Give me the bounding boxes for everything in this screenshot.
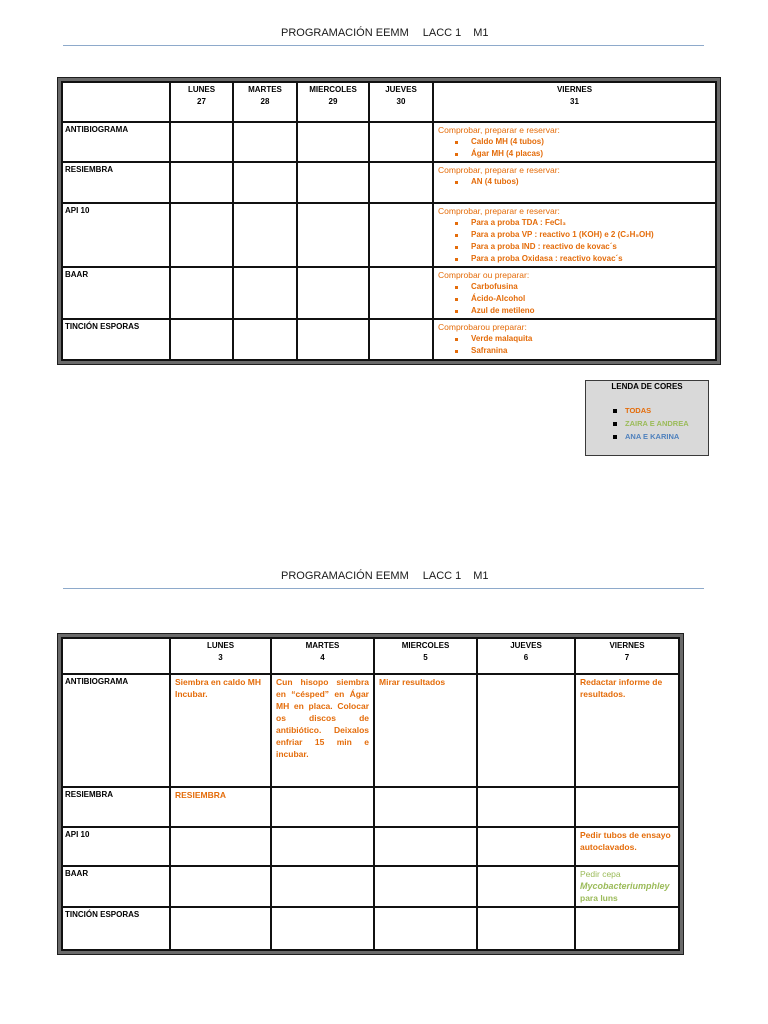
day-name: VIERNES — [609, 641, 645, 650]
empty-cell — [170, 319, 233, 360]
task-item: Ágar MH (4 placas) — [471, 148, 711, 160]
empty-cell — [575, 907, 679, 950]
corner-cell — [62, 638, 170, 674]
empty-cell — [297, 319, 369, 360]
empty-cell — [233, 122, 297, 162]
task-list — [438, 281, 711, 317]
empty-cell — [575, 787, 679, 827]
day-date: 7 — [624, 653, 630, 662]
title-module: M1 — [473, 27, 489, 39]
day-header-miercoles — [374, 638, 477, 674]
day-date: 28 — [260, 97, 270, 106]
species-name: Mycobacteriumphley — [580, 881, 670, 891]
empty-cell — [477, 827, 575, 866]
schedule-table-week-2 — [58, 634, 683, 954]
row-label: ANTIBIOGRAMA — [62, 674, 170, 787]
day-date: 31 — [570, 97, 579, 106]
legend-item-zaira-e-andrea: ZAIRA E ANDREA — [625, 417, 708, 430]
color-legend — [585, 380, 709, 456]
title-rule — [63, 588, 704, 589]
row-label: ANTIBIOGRAMA — [62, 122, 170, 162]
task-item: Para a proba VP : reactivo 1 (KOH) e 2 (C₂H₅OH) — [471, 229, 711, 241]
task-item: Carbofusina — [471, 281, 711, 293]
legend-item-todas: TODAS — [625, 404, 708, 417]
day-date: 3 — [218, 653, 223, 662]
row-label: TINCIÓN ESPORAS — [62, 907, 170, 950]
page-title — [281, 26, 489, 40]
empty-cell — [271, 866, 374, 907]
day-name: JUEVES — [510, 641, 542, 650]
day-name: MARTES — [305, 641, 340, 650]
day-date: 30 — [396, 97, 406, 106]
day-name: MARTES — [248, 85, 282, 94]
empty-cell — [170, 866, 271, 907]
day-name: MIERCOLES — [309, 85, 357, 94]
row-label: API 10 — [62, 203, 170, 267]
empty-cell — [233, 162, 297, 203]
task-list — [438, 217, 711, 265]
day-name: LUNES — [187, 85, 216, 94]
day-date: 29 — [328, 97, 338, 106]
empty-cell — [374, 827, 477, 866]
title-rule — [63, 45, 704, 46]
day-header-jueves — [369, 82, 433, 122]
task-cell-viernes — [433, 319, 716, 360]
title-main: PROGRAMACIÓN EEMM — [281, 27, 409, 39]
empty-cell — [170, 907, 271, 950]
title-module: M1 — [473, 570, 489, 582]
empty-cell — [477, 787, 575, 827]
day-header-viernes — [575, 638, 679, 674]
empty-cell — [170, 162, 233, 203]
empty-cell — [271, 787, 374, 827]
task-item: Safranina — [471, 345, 711, 357]
header-row — [62, 82, 716, 122]
empty-cell — [369, 267, 433, 319]
empty-cell — [271, 907, 374, 950]
task-line: Pedir cepa — [580, 869, 621, 879]
legend-list — [586, 404, 708, 443]
task-list — [438, 136, 711, 160]
empty-cell — [477, 674, 575, 787]
day-name: MIERCOLES — [401, 641, 450, 650]
row-label: BAAR — [62, 866, 170, 907]
day-name: JUEVES — [385, 85, 417, 94]
title-course: LACC 1 — [422, 27, 462, 39]
task-list — [438, 333, 711, 357]
task-list — [438, 176, 711, 188]
row-label: TINCIÓN ESPORAS — [62, 319, 170, 360]
task-item: Azul de metileno — [471, 305, 711, 317]
row-antibiograma — [62, 122, 716, 162]
legend-item-ana-e-karina: ANA E KARINA — [625, 430, 708, 443]
empty-cell — [374, 787, 477, 827]
day-date: 5 — [423, 653, 428, 662]
task-cell-miercoles: Mirar resultados — [374, 674, 477, 787]
task-cell-viernes — [433, 267, 716, 319]
task-cell-martes: Cun hisopo siembra en “césped” en Ágar MH en placa. Colocar os discos de antibiótico. Deixalos enfriar 15 min e incubar. — [271, 674, 374, 787]
empty-cell — [170, 122, 233, 162]
row-resiembra — [62, 162, 716, 203]
title-course: LACC 1 — [422, 570, 462, 582]
task-item: Ácido-Alcohol — [471, 293, 711, 305]
task-item: Caldo MH (4 tubos) — [471, 136, 711, 148]
schedule-table-week-1 — [58, 78, 720, 364]
day-date: 4 — [320, 653, 325, 662]
row-label: API 10 — [62, 827, 170, 866]
task-cell-viernes — [575, 866, 679, 907]
task-cell-lunes: Siembra en caldo MH Incubar. — [170, 674, 271, 787]
row-baar — [62, 866, 679, 907]
task-item: Para a proba TDA : FeCl₃ — [471, 217, 711, 229]
empty-cell — [233, 267, 297, 319]
task-cell-viernes — [433, 122, 716, 162]
empty-cell — [369, 319, 433, 360]
task-item: Para a proba Oxidasa : reactivo kovac´s — [471, 253, 711, 265]
day-header-lunes — [170, 638, 271, 674]
task-item: AN (4 tubos) — [471, 176, 711, 188]
day-name: LUNES — [206, 641, 235, 650]
page-title — [281, 569, 489, 583]
task-cell-viernes — [433, 203, 716, 267]
header-row — [62, 638, 679, 674]
row-resiembra — [62, 787, 679, 827]
task-intro: Comprobar, preparar e reservar: — [438, 206, 560, 216]
day-date: 27 — [197, 97, 206, 106]
empty-cell — [297, 122, 369, 162]
day-header-martes — [271, 638, 374, 674]
empty-cell — [170, 203, 233, 267]
task-cell-viernes: Pedir tubos de ensayo autoclavados. — [575, 827, 679, 866]
task-intro: Comprobar, preparar e reservar: — [438, 125, 560, 135]
row-tincion-esporas — [62, 319, 716, 360]
task-cell-viernes — [433, 162, 716, 203]
empty-cell — [170, 827, 271, 866]
task-line: para luns — [580, 893, 618, 903]
empty-cell — [477, 866, 575, 907]
empty-cell — [170, 267, 233, 319]
task-intro: Comprobar ou preparar: — [438, 270, 530, 280]
row-label: RESIEMBRA — [62, 162, 170, 203]
row-api-10 — [62, 827, 679, 866]
empty-cell — [297, 267, 369, 319]
empty-cell — [369, 203, 433, 267]
empty-cell — [374, 866, 477, 907]
empty-cell — [297, 162, 369, 203]
empty-cell — [374, 907, 477, 950]
empty-cell — [369, 162, 433, 203]
day-header-martes — [233, 82, 297, 122]
empty-cell — [233, 203, 297, 267]
title-main: PROGRAMACIÓN EEMM — [281, 570, 409, 582]
row-baar — [62, 267, 716, 319]
task-item: Para a proba IND : reactivo de kovac´s — [471, 241, 711, 253]
empty-cell — [297, 203, 369, 267]
legend-title: LENDA DE CORES — [611, 382, 683, 391]
task-cell-viernes: Redactar informe de resultados. — [575, 674, 679, 787]
row-label: RESIEMBRA — [62, 787, 170, 827]
row-antibiograma — [62, 674, 679, 787]
empty-cell — [233, 319, 297, 360]
empty-cell — [477, 907, 575, 950]
corner-cell — [62, 82, 170, 122]
row-tincion-esporas — [62, 907, 679, 950]
day-header-jueves — [477, 638, 575, 674]
task-intro: Comprobar, preparar e reservar: — [438, 165, 560, 175]
task-intro: Comprobarou preparar: — [438, 322, 527, 332]
row-api-10 — [62, 203, 716, 267]
empty-cell — [369, 122, 433, 162]
day-date: 6 — [523, 653, 529, 662]
day-header-miercoles — [297, 82, 369, 122]
day-header-lunes — [170, 82, 233, 122]
task-item: Verde malaquita — [471, 333, 711, 345]
task-cell-lunes: RESIEMBRA — [170, 787, 271, 827]
empty-cell — [271, 827, 374, 866]
day-name: VIERNES — [556, 85, 593, 94]
day-header-viernes — [433, 82, 716, 122]
row-label: BAAR — [62, 267, 170, 319]
